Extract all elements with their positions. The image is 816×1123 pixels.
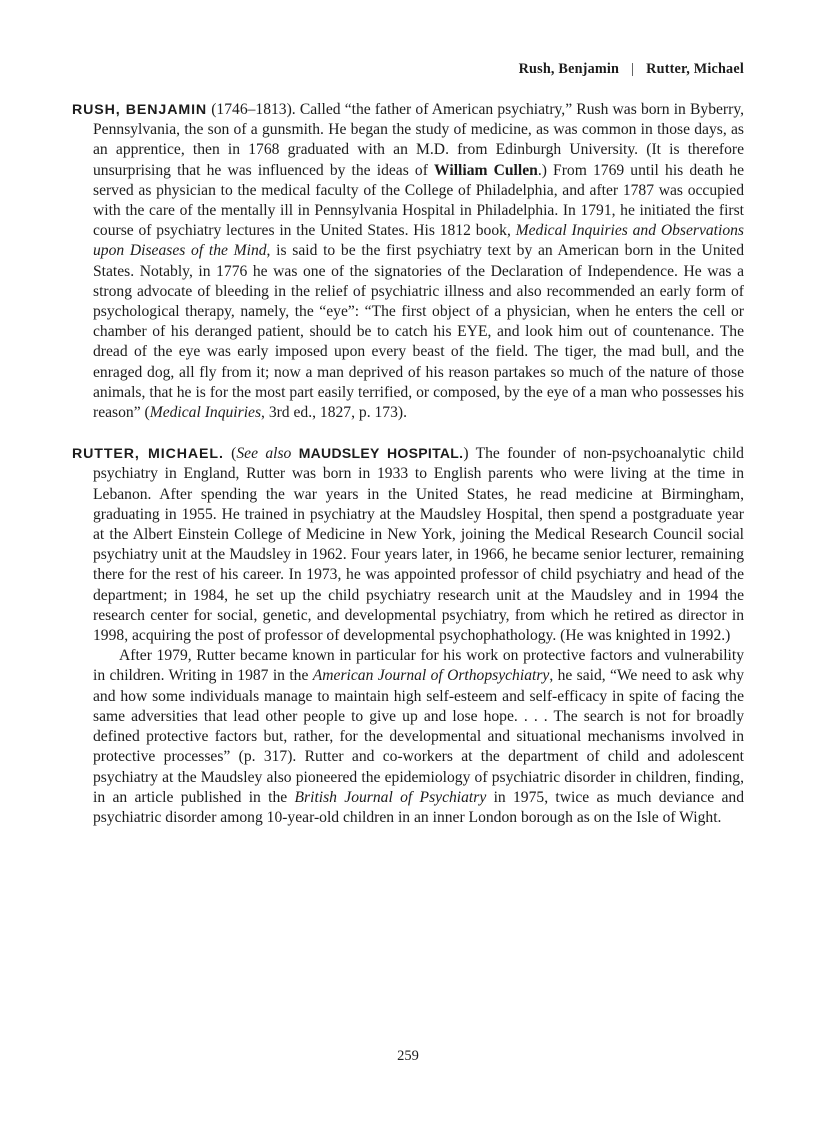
entry-rutter-michael: [72, 443, 744, 828]
text-run: ) The founder of non-psychoanalytic child psychiatry in England, Rutter was born in 1933 to English parents who were living at the time in Lebanon. After spending the war years in the United States, he read medicine at Birmingham, graduating in 1955. He trained in psychiatry at the Maudsley Hospital, then spend a postgraduate year at the Albert Einstein College of Medicine in New York, joining the Medical Research Council social psychiatry unit at the Maudsley in 1962. Four years later, in 1966, he became senior lecturer, remaining there for the rest of his career. In 1973, he was appointed professor of child psychiatry and head of the department; in 1984, he set up the child psychiatry research unit at the Maudsley and in 1994 the research center for social, genetic, and developmental psychiatry, from which he retired as director in 1998, acquiring the post of professor of developmental psychophathology. (He was knighted in 1992.): [93, 445, 744, 645]
text-run: (1746–1813). Called “the father of American psychiatry,” Rush was born in Byberry, Pennsylvania, the son of a gunsmith. He began the study of medicine, as was common in those days, as an apprentice, then in 1768 graduated with an M.D. from Edinburgh University. (It is therefore unsurprising that he was influenced by the ideas of: [93, 101, 745, 179]
italic-title: Medical Inquiries and Observations upon Diseases of the Mind: [93, 222, 744, 260]
italic-title: Medical Inquiries: [149, 404, 262, 422]
entry-headword: RUSH, BENJAMIN: [72, 102, 208, 118]
text-run: .) From 1769 until his death he served as physician to the medical faculty of the College of Philadelphia, and after 1787 was occupied with the care of the mentally ill in Pennsylvania Hospital in Philadelphia. In 1791, he initiated the first course of psychiatry lectures in the United States. His 1812 book,: [93, 161, 744, 240]
entry-paragraph: [93, 101, 744, 421]
entry-paragraph-continued: [93, 646, 744, 828]
running-head-left: Rush, Benjamin: [518, 61, 620, 77]
entry-headword: RUTTER, MICHAEL.: [72, 446, 224, 463]
text-run: in 1975, twice as much deviance and psychiatric disorder among 10-year-old children in an inner London borough as on the Isle of Wight.: [93, 788, 744, 826]
running-head-separator: |: [631, 61, 635, 77]
italic-title: British Journal of Psychiatry: [294, 788, 487, 806]
entry-rush-benjamin: [72, 100, 744, 423]
text-run: , he said, “We need to ask why and how some individuals manage to maintain high self-esteem and self-efficacy in spite of facing the same adversities that lead other people to give up and lose hope. . . . The search is not for broadly defined protective factors but, rather, for the developmental and situational mechanisms involved in protective processes” (p. 317). Rutter and co-workers at the department of child and adolescent psychiatry at the Maudsley also pioneered the epidemiology of psychiatric disorder in children, finding, in an article published in the: [93, 667, 744, 806]
entry-body: [93, 445, 744, 828]
italic-title: American Journal of Orthopsychiatry: [312, 667, 550, 685]
text-run: [291, 445, 298, 462]
italic-title: See also: [236, 445, 292, 463]
running-head-right: Rutter, Michael: [646, 61, 744, 77]
cross-reference: William Cullen: [434, 161, 538, 179]
see-also-reference: MAUDSLEY HOSPITAL.: [298, 445, 464, 462]
text-run: After 1979, Rutter became known in particular for his work on protective factors and vulnerability in children. Writing in 1987 in the: [93, 647, 744, 685]
running-head: [519, 61, 744, 78]
text-run: , 3rd ed., 1827, p. 173).: [261, 404, 407, 422]
entry-body: [93, 101, 744, 421]
text-run: (: [223, 445, 237, 463]
text-run: , is said to be the first psychiatry text by an American born in the United States. Notably, in 1776 he was one of the signatories of the Declaration of Independence. He was a strong advocate of bleeding in the relief of psychiatric illness and also recommended an early form of psychological therapy, namely, the “eye”: “The first object of a physician, when he enters the cell or chamber of his deranged patient, should be to catch his EYE, and look him out of countenance. The dread of the eye was early imposed upon every beast of the field. The tiger, the mad bull, and the enraged dog, all fly from it; now a man deprived of his reason partakes so much of the nature of those animals, that he is for the most part easily terrified, or composed, by the eye of a man who possesses his reason” (: [93, 242, 744, 422]
page-number: 259: [397, 1048, 419, 1064]
dictionary-content: [72, 100, 744, 828]
entry-paragraph: [93, 445, 744, 644]
